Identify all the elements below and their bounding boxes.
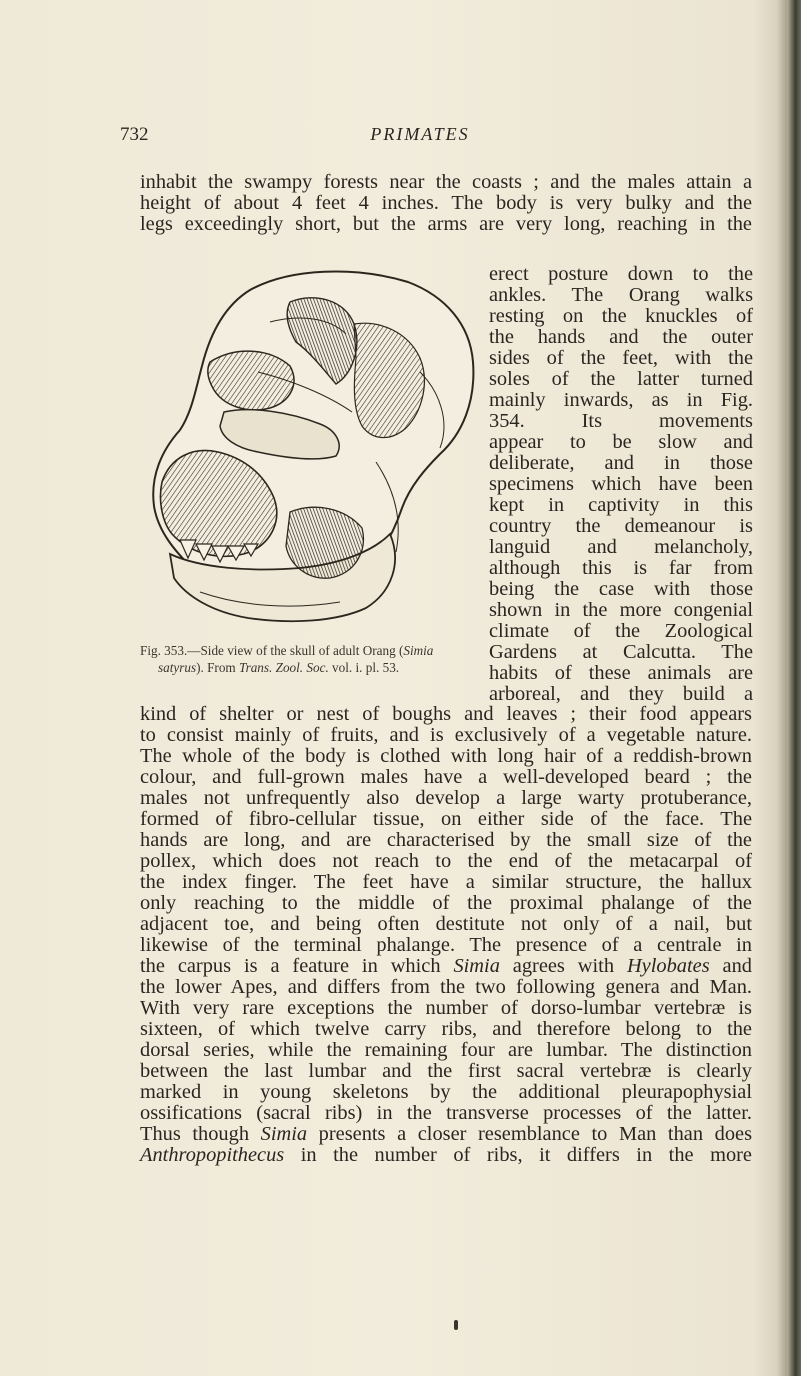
wrap-column xyxy=(489,264,753,705)
text-line: males not unfrequently also develop a large warty protuberance, xyxy=(140,787,752,809)
text-line: soles of the latter turned xyxy=(489,368,753,390)
text-line: the index finger. The feet have a similar structure, the hallux xyxy=(140,871,752,893)
bottom-paragraph xyxy=(140,704,752,1166)
caption-source-b: vol. i. pl. 53. xyxy=(328,660,400,675)
text-line: the hands and the outer xyxy=(489,326,753,348)
text-line: marked in young skeletons by the additional pleurapophysial xyxy=(140,1081,752,1103)
page-edge-shadow xyxy=(787,0,801,1376)
text-line: Gardens at Calcutta. The xyxy=(489,641,753,663)
text-line: erect posture down to the xyxy=(489,263,753,285)
text-line: ankles. The Orang walks xyxy=(489,284,753,306)
text-line: climate of the Zoological xyxy=(489,620,753,642)
running-head: PRIMATES xyxy=(370,124,470,144)
text-line: the carpus is a feature in which Simia agrees with Hylobates and xyxy=(140,955,752,977)
text-line: formed of fibro-cellular tissue, on either side of the face. The xyxy=(140,808,752,830)
text-line: habits of these animals are xyxy=(489,662,753,684)
text-line: ossifications (sacral ribs) in the transverse processes of the latter. xyxy=(140,1102,752,1124)
caption-source-a: ). From xyxy=(196,660,239,675)
text-line: height of about 4 feet 4 inches. The body is very bulky and the xyxy=(140,192,752,214)
text-line: colour, and full-grown males have a well-developed beard ; the xyxy=(140,766,752,788)
text-line: dorsal series, while the remaining four are lumbar. The distinction xyxy=(140,1039,752,1061)
caption-line-1 xyxy=(140,642,480,659)
caption-line-2 xyxy=(140,659,480,676)
text-line: The whole of the body is clothed with long hair of a reddish-brown xyxy=(140,745,752,767)
text-line: legs exceedingly short, but the arms are very long, reaching in the xyxy=(140,213,752,235)
text-line: With very rare exceptions the number of dorso-lumbar vertebræ is xyxy=(140,997,752,1019)
text-line: 354. Its movements xyxy=(489,410,753,432)
text-line: sixteen, of which twelve carry ribs, and therefore belong to the xyxy=(140,1018,752,1040)
text-line: only reaching to the middle of the proximal phalange of the xyxy=(140,892,752,914)
figure-caption xyxy=(140,642,480,676)
caption-journal: Trans. Zool. Soc. xyxy=(238,660,329,675)
text-line: shown in the more congenial xyxy=(489,599,753,621)
text-line: specimens which have been xyxy=(489,473,753,495)
ink-mark xyxy=(454,1320,458,1330)
text-line: languid and melancholy, xyxy=(489,536,753,558)
text-line: although this is far from xyxy=(489,557,753,579)
text-line: inhabit the swampy forests near the coasts ; and the males attain a xyxy=(140,171,752,193)
text-line: adjacent toe, and being often destitute not only of a nail, but xyxy=(140,913,752,935)
text-line: appear to be slow and xyxy=(489,431,753,453)
text-line: resting on the knuckles of xyxy=(489,305,753,327)
text-line: between the last lumbar and the first sacral vertebræ is clearly xyxy=(140,1060,752,1082)
top-paragraph xyxy=(140,172,752,235)
caption-genus: Simia xyxy=(403,643,434,658)
caption-fig-label: Fig. 353.—Side view of the skull of adult Orang ( xyxy=(140,643,404,658)
text-line: kept in captivity in this xyxy=(489,494,753,516)
text-line: likewise of the terminal phalange. The presence of a centrale in xyxy=(140,934,752,956)
text-line: deliberate, and in those xyxy=(489,452,753,474)
caption-species: satyrus xyxy=(158,660,197,675)
orang-skull-illustration xyxy=(140,262,480,630)
page-header xyxy=(120,124,740,154)
text-line: pollex, which does not reach to the end of the metacarpal of xyxy=(140,850,752,872)
text-line: the lower Apes, and differs from the two following genera and Man. xyxy=(140,976,752,998)
text-line: to consist mainly of fruits, and is exclusively of a vegetable nature. xyxy=(140,724,752,746)
text-line: Anthropopithecus in the number of ribs, it differs in the more xyxy=(140,1144,752,1166)
page-number: 732 xyxy=(120,124,149,145)
text-line: being the case with those xyxy=(489,578,753,600)
text-line: mainly inwards, as in Fig. xyxy=(489,389,753,411)
text-line: kind of shelter or nest of boughs and leaves ; their food appears xyxy=(140,703,752,725)
text-line: country the demeanour is xyxy=(489,515,753,537)
text-line: arboreal, and they build a xyxy=(489,683,753,705)
text-line: sides of the feet, with the xyxy=(489,347,753,369)
text-line: Thus though Simia presents a closer resemblance to Man than does xyxy=(140,1123,753,1145)
text-line: hands are long, and are characterised by the small size of the xyxy=(140,829,752,851)
